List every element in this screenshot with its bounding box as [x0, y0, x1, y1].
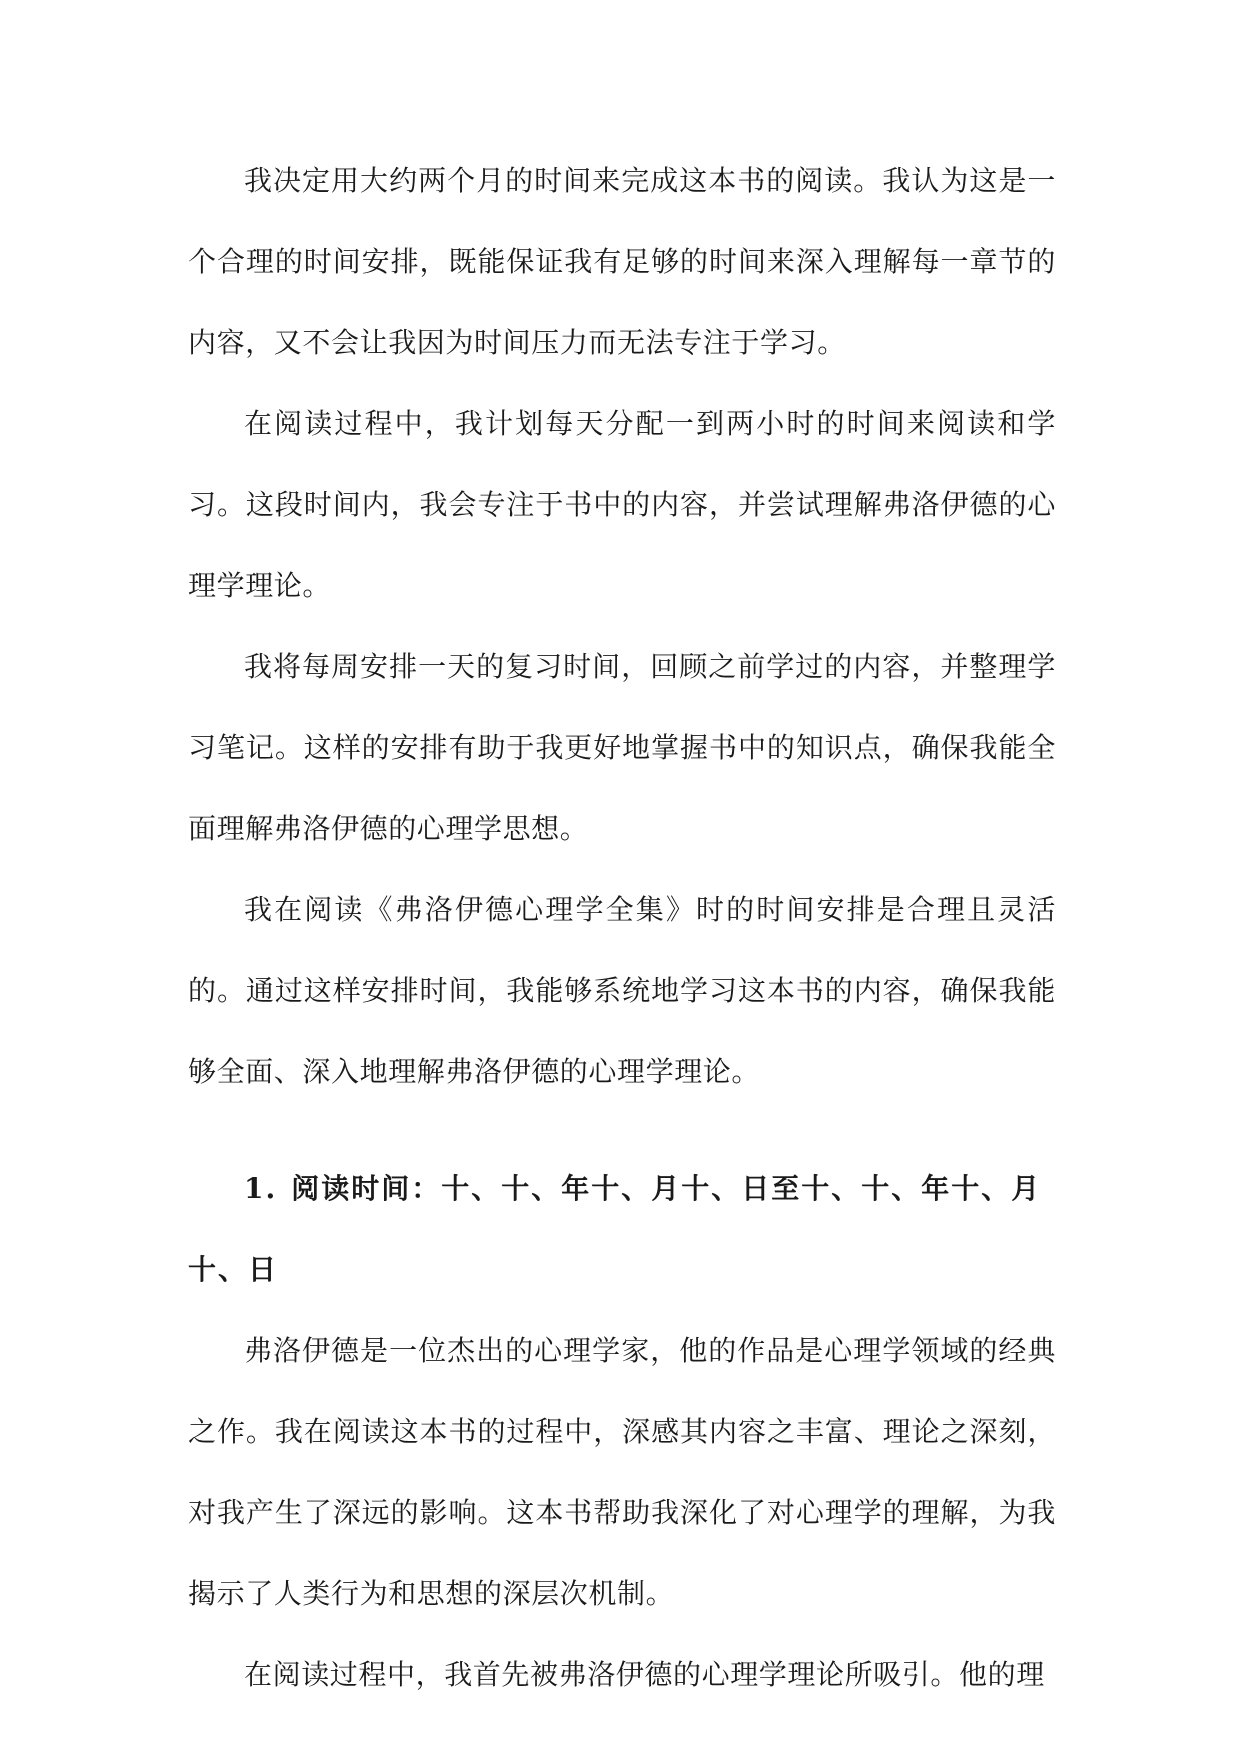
paragraph-daily-schedule: 在阅读过程中，我计划每天分配一到两小时的时间来阅读和学习。这段时间内，我会专注于书中的内容，并尝试理解弗洛伊德的心理学理论。	[188, 407, 1056, 602]
section-heading-number: 1.	[244, 1172, 278, 1205]
paragraph-weekly-review: 我将每周安排一天的复习时间，回顾之前学过的内容，并整理学习笔记。这样的安排有助于我更好地掌握书中的知识点，确保我能全面理解弗洛伊德的心理学思想。	[188, 650, 1056, 845]
paragraph-freud-intro: 弗洛伊德是一位杰出的心理学家，他的作品是心理学领域的经典之作。我在阅读这本书的过程中，深感其内容之丰富、理论之深刻，对我产生了深远的影响。这本书帮助我深化了对心理学的理解，为我揭示了人类行为和思想的深层次机制。	[188, 1334, 1056, 1610]
section-heading-text: 阅读时间：十、十、年十、月十、日至十、十、年十、月十、日	[188, 1172, 1042, 1286]
paragraph-freud-theory: 在阅读过程中，我首先被弗洛伊德的心理学理论所吸引。他的理	[244, 1658, 1045, 1691]
document-body	[188, 140, 1056, 1715]
section-heading	[188, 1148, 1056, 1310]
paragraph-reading-plan: 我决定用大约两个月的时间来完成这本书的阅读。我认为这是一个合理的时间安排，既能保证我有足够的时间来深入理解每一章节的内容，又不会让我因为时间压力而无法专注于学习。	[188, 164, 1056, 359]
paragraph-summary: 我在阅读《弗洛伊德心理学全集》时的时间安排是合理且灵活的。通过这样安排时间，我能够系统地学习这本书的内容，确保我能够全面、深入地理解弗洛伊德的心理学理论。	[188, 893, 1056, 1088]
